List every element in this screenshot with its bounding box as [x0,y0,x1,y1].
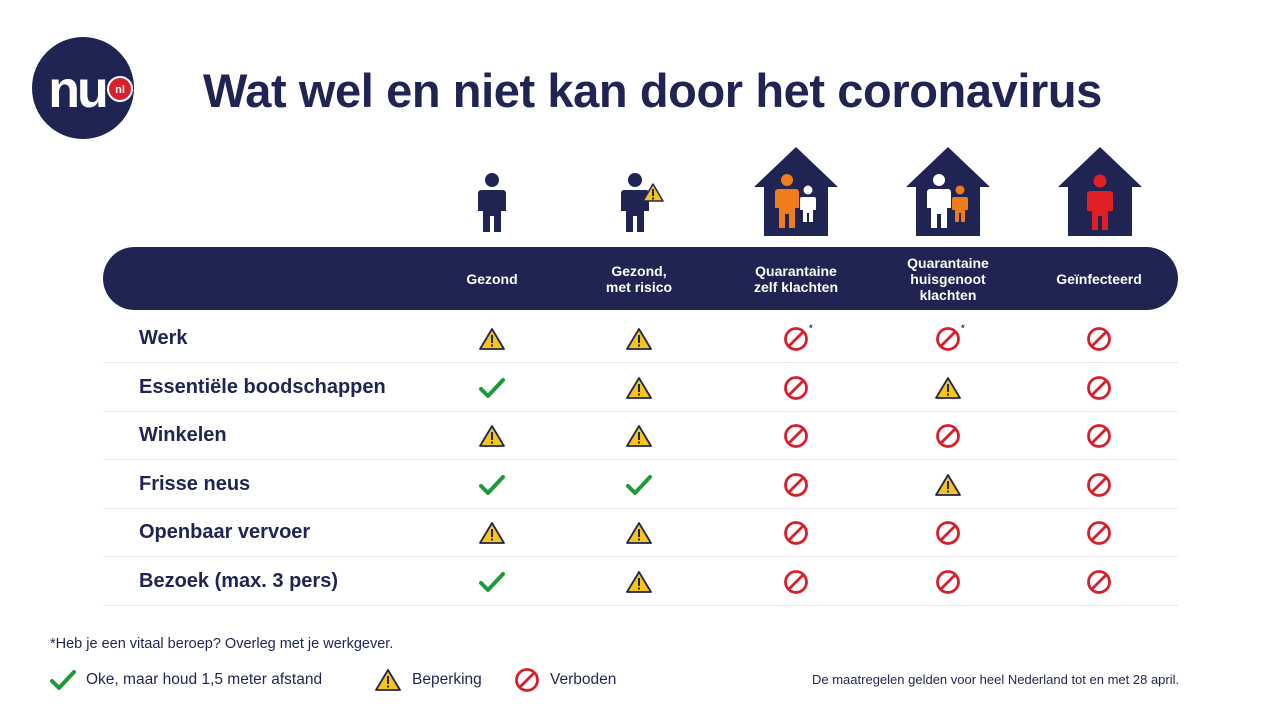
table-row [103,557,1178,606]
warning-icon [934,375,962,401]
forbidden-icon [934,569,962,595]
table-row [103,411,1178,460]
check-icon [50,669,76,691]
forbidden-icon [1085,569,1113,595]
forbidden-icon [934,520,962,546]
check-icon [478,375,506,401]
forbidden-icon [934,323,965,352]
warning-icon [478,326,506,352]
row-label: Bezoek (max. 3 pers) [139,570,338,592]
column-header-geinfecteerd: Geïnfecteerd [1056,270,1142,287]
legend-ok-label: Oke, maar houd 1,5 meter afstand [86,671,323,688]
check-icon [478,569,506,595]
warning-icon [625,326,653,352]
warning-icon [625,375,653,401]
forbidden-icon [782,423,810,449]
footnote: *Heb je een vitaal beroep? Overleg met je werkgever. [50,636,394,652]
legend-warning [374,667,482,693]
table-row [103,363,1178,412]
healthy-person-icon [475,170,509,236]
forbidden-icon [1085,423,1113,449]
legend-forbidden-label: Verboden [550,671,617,688]
forbidden-icon [782,472,810,498]
legend-forbidden [514,667,616,693]
forbidden-icon [782,323,813,352]
warning-icon [934,472,962,498]
asterisk-mark: * [809,323,813,333]
forbidden-icon [1085,326,1113,352]
forbidden-icon [1085,520,1113,546]
forbidden-icon [934,423,962,449]
legend-warning-label: Beperking [412,671,482,688]
check-icon [478,472,506,498]
column-header-gezond-met-risico: Gezond, met risico [605,262,673,295]
warning-icon [625,520,653,546]
warning-icon [478,423,506,449]
column-header-gezond: Gezond [466,270,518,287]
forbidden-icon [782,520,810,546]
asterisk-mark: * [961,323,965,333]
column-header-quarantaine-zelf: Quarantaine zelf klachten [753,262,839,295]
logo-main-text: nu [48,61,106,119]
check-icon [625,472,653,498]
column-header-bar [103,247,1178,310]
warning-icon [478,520,506,546]
table-row [103,460,1178,509]
house-self-symptoms-icon [752,145,840,238]
row-label: Winkelen [139,424,227,446]
row-label: Openbaar vervoer [139,521,311,543]
table-row [103,508,1178,557]
nu-nl-logo [32,37,134,139]
forbidden-icon [1085,375,1113,401]
house-infected-icon [1056,145,1144,238]
warning-icon [374,668,402,692]
forbidden-icon [1085,472,1113,498]
row-label: Frisse neus [139,473,251,495]
forbidden-icon [514,667,540,693]
row-label: Essentiële boodschappen [139,376,386,398]
page-title: Wat wel en niet kan door het coronavirus [203,64,1102,117]
row-label: Werk [139,327,188,349]
forbidden-icon [782,375,810,401]
house-housemate-symptoms-icon [904,145,992,238]
warning-icon [625,569,653,595]
column-header-quarantaine-huisgenoot: Quarantaine huisgenoot klachten [907,254,989,303]
logo-badge-text: nl [115,84,125,96]
forbidden-icon [782,569,810,595]
warning-icon [625,423,653,449]
disclaimer: De maatregelen gelden voor heel Nederland tot en met 28 april. [812,672,1180,687]
person-warning-icon [618,170,664,236]
table-row [103,314,1178,363]
legend-ok [50,667,322,693]
